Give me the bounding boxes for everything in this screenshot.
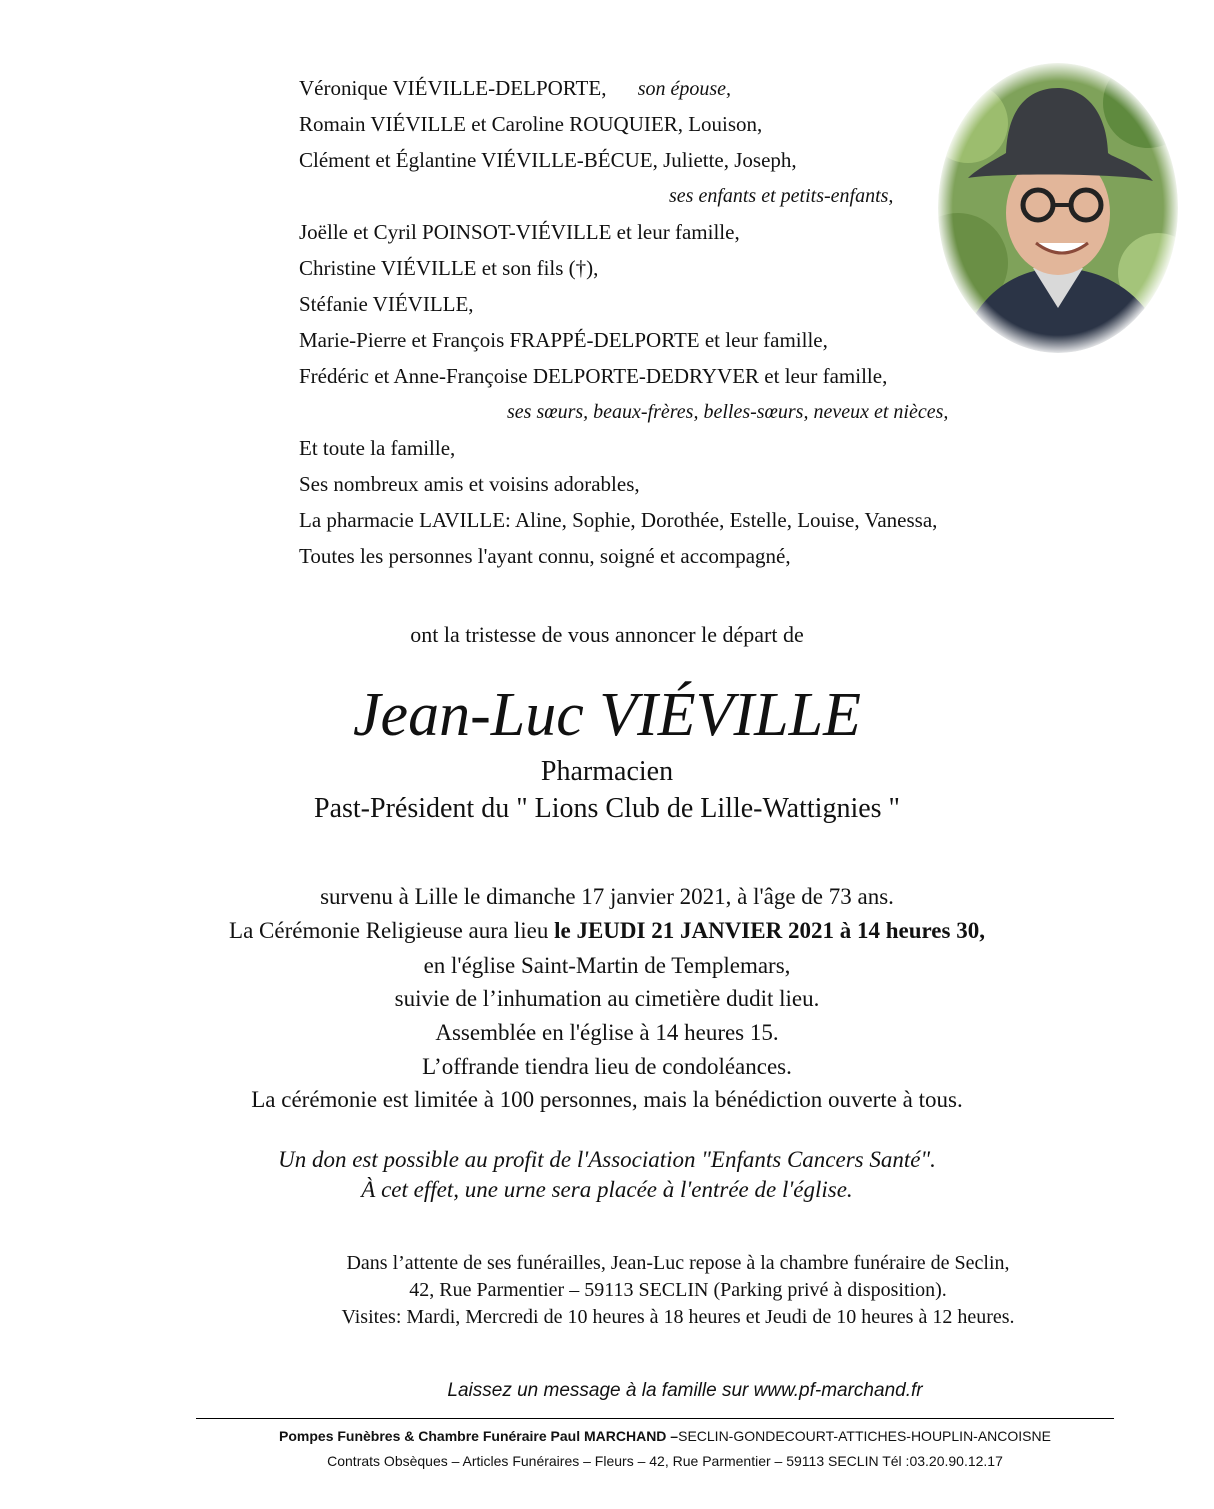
footer-contact: Contrats Obsèques – Articles Funéraires – Fleurs – 42, Rue Parmentier – 59113 SECLIN Tél :03.20.90.12.17 — [327, 1453, 1003, 1469]
family-line: Joëlle et Cyril POINSOT-VIÉVILLE et leur famille, — [299, 220, 740, 244]
burial-info: suivie de l’inhumation au cimetière dudit lieu. — [394, 986, 820, 1011]
message-link[interactable]: Laissez un message à la famille sur www.pf-marchand.fr — [447, 1380, 923, 1401]
family-line: Et toute la famille, — [299, 436, 456, 460]
family-line: La pharmacie LAVILLE: Aline, Sophie, Dorothée, Estelle, Louise, Vanessa, — [299, 508, 938, 532]
footer-divider — [196, 1418, 1114, 1419]
family-role-label: ses sœurs, beaux-frères, belles-sœurs, neveux et nièces, — [507, 401, 949, 423]
footer-company — [0, 1428, 1214, 1444]
assembly-info: Assemblée en l'église à 14 heures 15. — [435, 1020, 779, 1045]
family-line-spouse — [299, 76, 731, 101]
ceremony-date: le JEUDI 21 JANVIER 2021 à 14 heures 30, — [554, 918, 985, 943]
family-line: Toutes les personnes l'ayant connu, soigné et accompagné, — [299, 544, 791, 568]
offering-info: L’offrande tiendra lieu de condoléances. — [422, 1054, 792, 1079]
company-name: Pompes Funèbres & Chambre Funéraire Paul MARCHAND – — [279, 1428, 679, 1444]
announcement-text: ont la tristesse de vous annoncer le départ de — [410, 622, 804, 647]
family-name: Véronique VIÉVILLE-DELPORTE, — [299, 76, 607, 100]
deceased-name: Jean-Luc VIÉVILLE — [353, 681, 861, 749]
donation-line: À cet effet, une urne sera placée à l'entrée de l'église. — [361, 1177, 853, 1202]
ceremony-info — [0, 918, 1214, 944]
ceremony-prefix: La Cérémonie Religieuse aura lieu — [229, 918, 555, 943]
deceased-title: Past-Président du " Lions Club de Lille-Wattignies " — [314, 793, 900, 824]
church-info: en l'église Saint-Martin de Templemars, — [423, 953, 791, 978]
family-line: Romain VIÉVILLE et Caroline ROUQUIER, Louison, — [299, 112, 763, 136]
visits-line: Dans l’attente de ses funérailles, Jean-Luc repose à la chambre funéraire de Seclin, — [346, 1252, 1010, 1274]
family-role-note: son épouse, — [637, 78, 732, 100]
portrait-photo — [938, 63, 1178, 353]
family-role-label: ses enfants et petits-enfants, — [669, 185, 894, 207]
family-line: Frédéric et Anne-Françoise DELPORTE-DEDRYVER et leur famille, — [299, 364, 888, 388]
visits-hours: Visites: Mardi, Mercredi de 10 heures à 18 heures et Jeudi de 10 heures à 12 heures. — [341, 1306, 1015, 1328]
death-info: survenu à Lille le dimanche 17 janvier 2021, à l'âge de 73 ans. — [320, 884, 894, 909]
donation-line: Un don est possible au profit de l'Association "Enfants Cancers Santé". — [278, 1147, 936, 1172]
family-line: Ses nombreux amis et voisins adorables, — [299, 472, 640, 496]
company-locations: SECLIN-GONDECOURT-ATTICHES-HOUPLIN-ANCOISNE — [678, 1428, 1051, 1444]
limit-info: La cérémonie est limitée à 100 personnes, mais la bénédiction ouverte à tous. — [251, 1087, 963, 1112]
family-line: Clément et Églantine VIÉVILLE-BÉCUE, Juliette, Joseph, — [299, 148, 797, 172]
family-line: Stéfanie VIÉVILLE, — [299, 292, 474, 316]
visits-address: 42, Rue Parmentier – 59113 SECLIN (Parking privé à disposition). — [409, 1279, 947, 1301]
deceased-profession: Pharmacien — [540, 756, 674, 787]
family-line: Marie-Pierre et François FRAPPÉ-DELPORTE et leur famille, — [299, 328, 828, 352]
family-line: Christine VIÉVILLE et son fils (†), — [299, 256, 599, 280]
